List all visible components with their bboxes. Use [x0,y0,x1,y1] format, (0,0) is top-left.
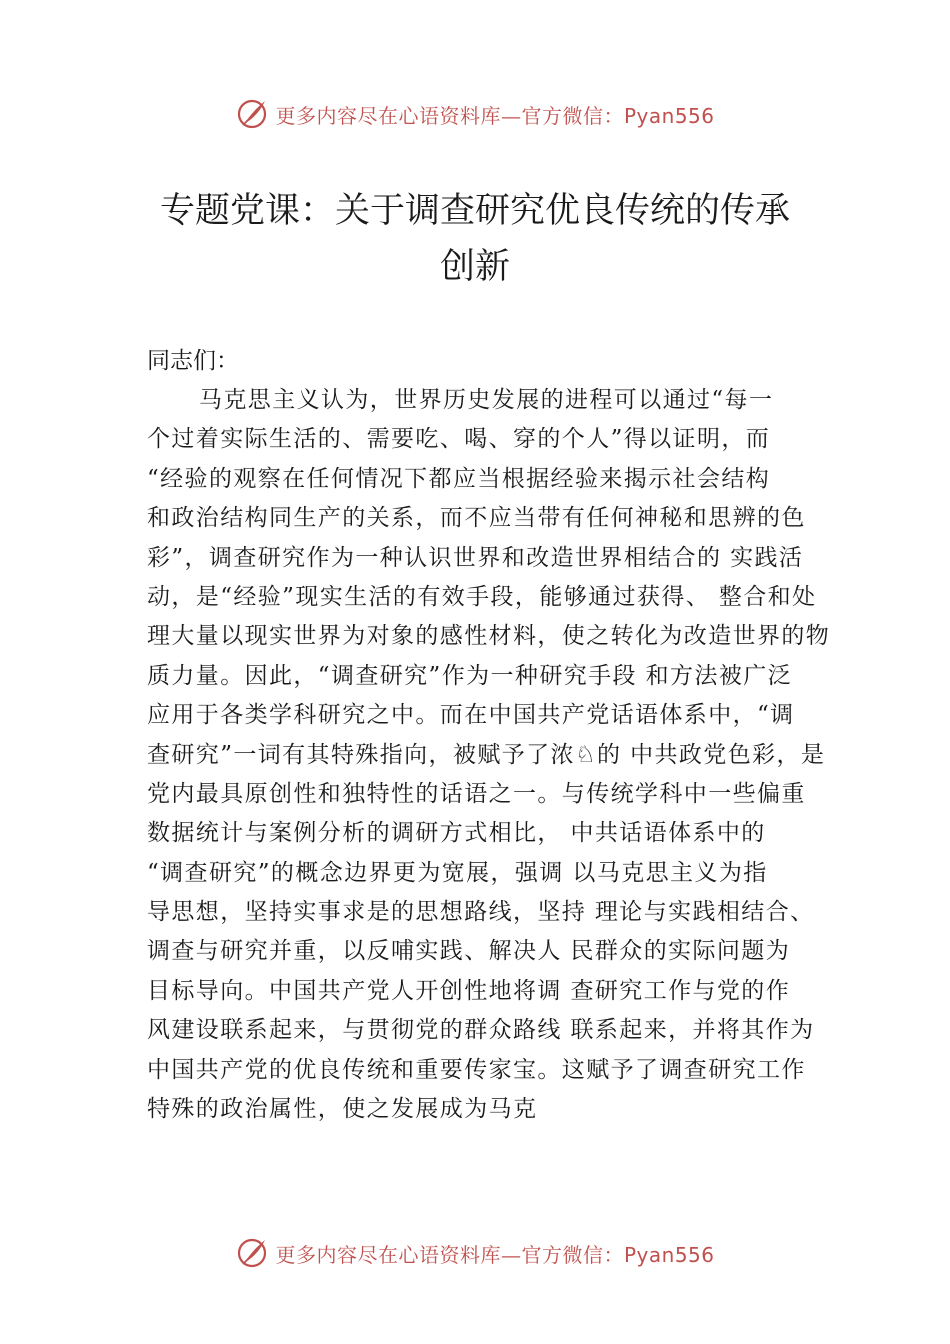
feather-logo-icon [235,1236,269,1270]
paragraph-line: “经验的观察在任何情况下都应当根据经验来揭示社会结构 [147,465,771,492]
paragraph-line: 查研究”一词有其特殊指向，被赋予了浓♘的 中共政党色彩，是 [147,741,826,768]
paragraph-line: 特殊的政治属性，使之发展成为马克 [147,1096,538,1123]
paragraph-line: 动，是“经验”现实生活的有效手段，能够通过获得、 整合和处 [147,583,817,610]
paragraph-line: 数据统计与案例分析的调研方式相比， 中共话语体系中的 [147,820,766,847]
paragraph-line: 和政治结构同生产的关系，而不应当带有任何神秘和思辨的色 [147,505,806,532]
paragraph-line: 个过着实际生活的、需要吃、喝、穿的个人”得以证明，而 [147,426,771,453]
document-title [100,183,850,295]
feather-logo-icon [235,97,269,131]
title-line-2: 创新 [439,247,510,287]
wechat-id: Pyan556 [623,1242,715,1267]
paragraph-line: 中国共产党的优良传统和重要传家宝。这赋予了调查研究工作 [147,1056,806,1083]
paragraph-line: 党内最具原创性和独特性的话语之一。与传统学科中一些偏重 [147,780,806,807]
paragraph-line: 目标导向。中国共产党人开创性地将调 查研究工作与党的作 [147,977,791,1004]
footer-watermark [0,1231,950,1275]
paragraph-line: “调查研究”的概念边界更为宽展，强调 以马克思主义为指 [147,859,768,886]
paragraph-line: 质力量。因此，“调查研究”作为一种研究手段 和方法被广泛 [147,662,793,689]
title-line-1: 专题党课：关于调查研究优良传统的传承 [159,191,790,231]
paragraph-line: 应用于各类学科研究之中。而在中国共产党话语体系中，“调 [147,702,795,729]
wechat-id: Pyan556 [623,103,715,128]
paragraph-line: 马克思主义认为，世界历史发展的进程可以通过“每一 [199,387,774,413]
paragraph-line: 风建设联系起来，与贯彻党的群众路线 联系起来，并将其作为 [147,1017,815,1044]
watermark-text: 更多内容尽在心语资料库—官方微信：Pyan556 [275,103,715,128]
header-watermark [0,92,950,136]
paragraph-line: 调查与研究并重，以反哺实践、解决人 民群众的实际问题为 [147,938,791,965]
paragraph-line: 导思想，坚持实事求是的思想路线，坚持 理论与实践相结合、 [147,899,815,926]
paragraph-line: 理大量以现实世界为对象的感性材料，使之转化为改造世界的物 [147,623,831,650]
watermark-text: 更多内容尽在心语资料库—官方微信：Pyan556 [275,1242,715,1267]
salutation: 同志们： [147,348,239,374]
body-paragraph [147,381,847,1129]
paragraph-line: 彩”，调查研究作为一种认识世界和改造世界相结合的 实践活 [147,544,804,571]
